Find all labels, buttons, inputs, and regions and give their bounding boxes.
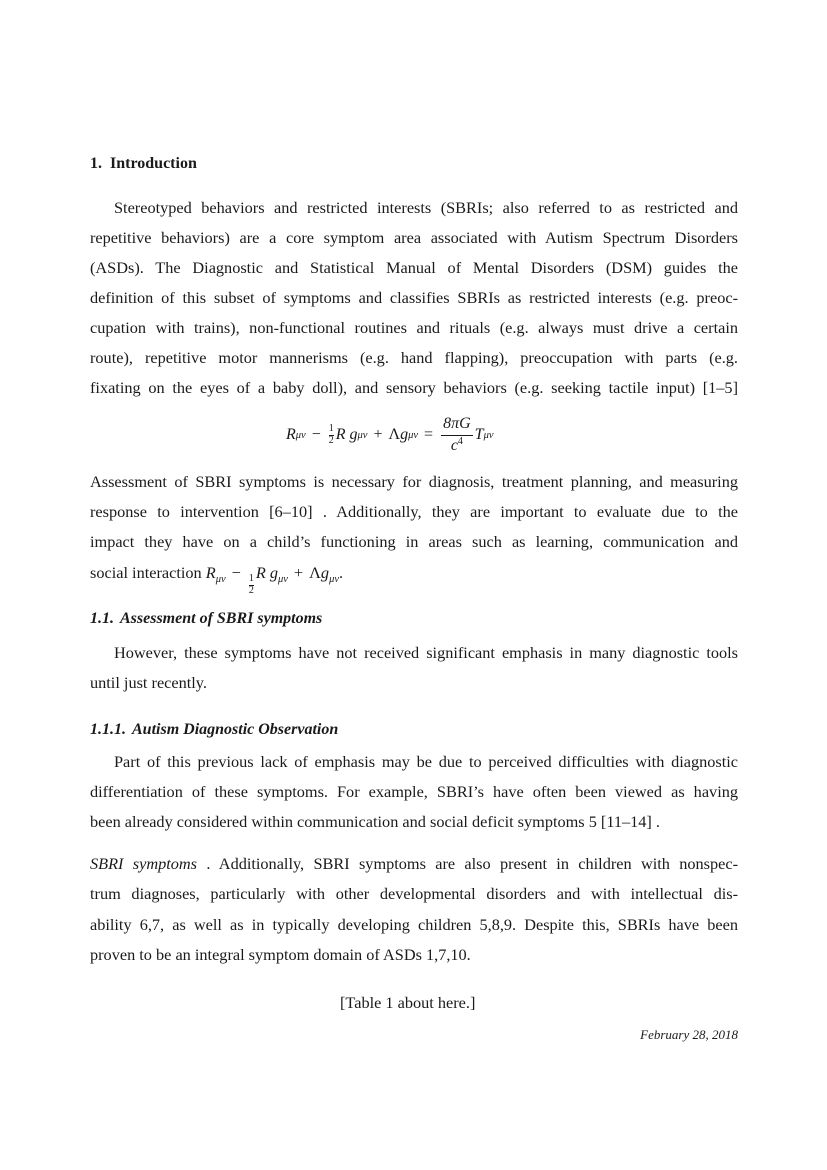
- text-line: repetitive behaviors) are a core symptom area associated with Autism Spectrum Disorders: [90, 228, 738, 247]
- table-placeholder: [Table 1 about here.]: [340, 993, 476, 1012]
- eq-symbol: R: [335, 426, 346, 443]
- eq-subscript: μν: [483, 429, 494, 441]
- text-line: cupation with trains), non-functional routines and rituals (e.g. always must drive a certain: [90, 318, 738, 337]
- eq-symbol: g: [400, 426, 409, 443]
- text-line: definition of this subset of symptoms and classifies SBRIs as restricted interests (e.g. preoc-: [90, 288, 738, 307]
- display-equation: [286, 412, 494, 458]
- text-line: trum diagnoses, particularly with other developmental disorders and with intellectual dis-: [90, 884, 738, 903]
- text-line: SBRI symptoms . Additionally, SBRI symptoms are also present in children with nonspec-: [90, 854, 738, 873]
- inline-half-fraction: $\frac{1}{2}$: [248, 573, 254, 596]
- subsection-heading: [90, 608, 322, 630]
- eq-subscript: μν: [357, 429, 368, 441]
- text-line: Part of this previous lack of emphasis may be due to perceived difficulties with diagnostic: [114, 752, 738, 771]
- eq-operator: +: [373, 426, 383, 443]
- footer-date: February 28, 2018: [640, 1027, 738, 1042]
- text-line: Assessment of SBRI symptoms is necessary for diagnosis, treatment planning, and measuring: [90, 472, 738, 491]
- section-title: Introduction: [110, 155, 197, 172]
- eq-symbol: g: [349, 426, 358, 443]
- subsubsection-number: 1.1.1.: [90, 721, 126, 738]
- text-line: until just recently.: [90, 673, 207, 692]
- subsubsection-heading: [90, 719, 338, 741]
- text-line: response to intervention [6–10] . Additionally, they are important to evaluate due to the: [90, 502, 738, 521]
- eq-subscript: μν: [295, 429, 306, 441]
- eq-symbol: Λ: [388, 426, 401, 443]
- text-line: been already considered within communication and social deficit symptoms 5 [11–14] .: [90, 812, 660, 831]
- eq-half-fraction: $\frac{1}{2}$: [328, 423, 334, 446]
- text-line: differentiation of these symptoms. For example, SBRI’s have often been viewed as having: [90, 782, 738, 801]
- eq-symbol: T: [474, 426, 484, 443]
- text-line: fixating on the eyes of a baby doll), and sensory behaviors (e.g. seeking tactile input) [1–5]: [90, 378, 738, 397]
- eq-fraction: $\frac{8\pi G}{c^4}$: [443, 414, 471, 454]
- subsubsection-title: Autism Diagnostic Observation: [132, 721, 339, 738]
- eq-symbol: R: [286, 426, 296, 443]
- subsection-title: Assessment of SBRI symptoms: [120, 610, 323, 627]
- text-line: Stereotyped behaviors and restricted interests (SBRIs; also referred to as restricted and: [114, 198, 738, 217]
- text-line: However, these symptoms have not received significant emphasis in many diagnostic tools: [114, 643, 738, 662]
- eq-operator: −: [311, 426, 321, 443]
- text-line: impact they have on a child’s functioning in areas such as learning, communication and: [90, 532, 738, 551]
- text-line: (ASDs). The Diagnostic and Statistical Manual of Mental Disorders (DSM) guides the: [90, 258, 738, 277]
- eq-subscript: μν: [408, 429, 419, 441]
- text-line: ability 6,7, as well as in typically developing children 5,8,9. Despite this, SBRIs have been: [90, 915, 738, 934]
- section-heading: [90, 153, 197, 175]
- subsection-number: 1.1.: [90, 610, 114, 627]
- run-in-heading: SBRI symptoms: [90, 854, 197, 873]
- text-line: route), repetitive motor mannerisms (e.g. hand flapping), preoccupation with parts (e.g.: [90, 348, 738, 367]
- text-line: social interaction $R_{\mu\nu}$ − $\frac{1}{2}$ R $g_{\mu\nu} + \Lambda g_{\mu\nu}$.: [90, 563, 344, 596]
- section-number: 1.: [90, 155, 102, 172]
- eq-operator: =: [424, 426, 434, 443]
- text-line: proven to be an integral symptom domain of ASDs 1,7,10.: [90, 945, 471, 964]
